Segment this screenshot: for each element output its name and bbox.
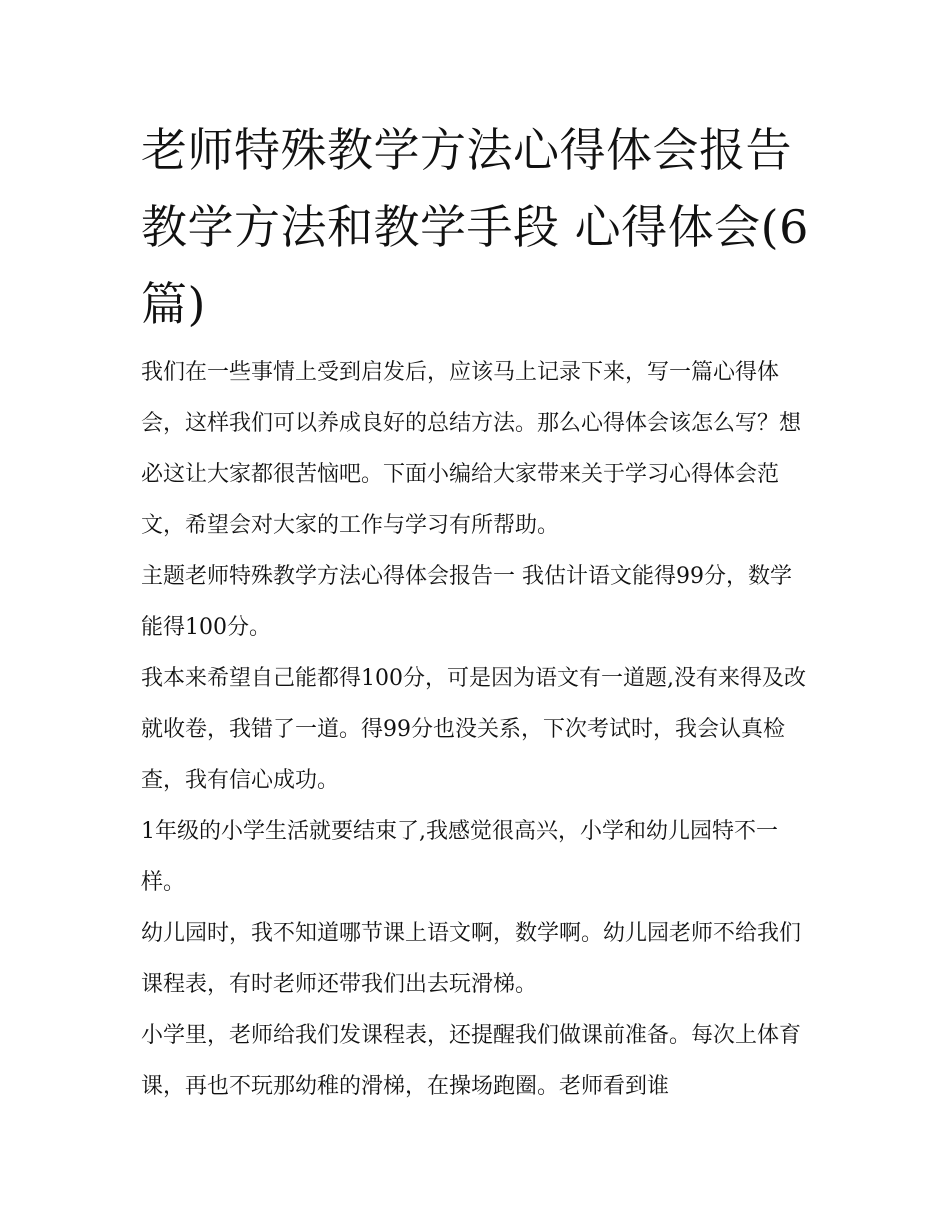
- document-page: [141, 112, 813, 1112]
- document-title: 老师特殊教学方法心得体会报告 教学方法和教学手段 心得体会(6篇): [141, 123, 809, 331]
- paragraph-intro: 我们在一些事情上受到启发后，应该马上记录下来，写一篇心得体会，这样我们可以养成良好的总结方法。那么心得体会该怎么写？想必这让大家都很苦恼吧。下面小编给大家带来关于学习心得体会范文，希望会对大家的工作与学习有所帮助。: [141, 360, 802, 538]
- paragraph-kindergarten: 幼儿园时，我不知道哪节课上语文啊，数学啊。幼儿园老师不给我们课程表，有时老师还带我们出去玩滑梯。: [141, 921, 802, 997]
- paragraph-topic: 主题老师特殊教学方法心得体会报告一 我估计语文能得99分，数学能得100分。: [141, 564, 792, 640]
- paragraph-primary-school: 小学里，老师给我们发课程表，还提醒我们做课前准备。每次上体育课，再也不玩那幼稚的滑梯，在操场跑圈。老师看到谁: [141, 1023, 802, 1099]
- paragraph-score: 我本来希望自己能都得100分，可是因为语文有一道题,没有来得及改就收卷，我错了一道。得99分也没关系，下次考试时，我会认真检查，我有信心成功。: [141, 666, 806, 793]
- paragraph-grade-one: 1年级的小学生活就要结束了,我感觉很高兴，小学和幼儿园特不一样。: [141, 819, 778, 895]
